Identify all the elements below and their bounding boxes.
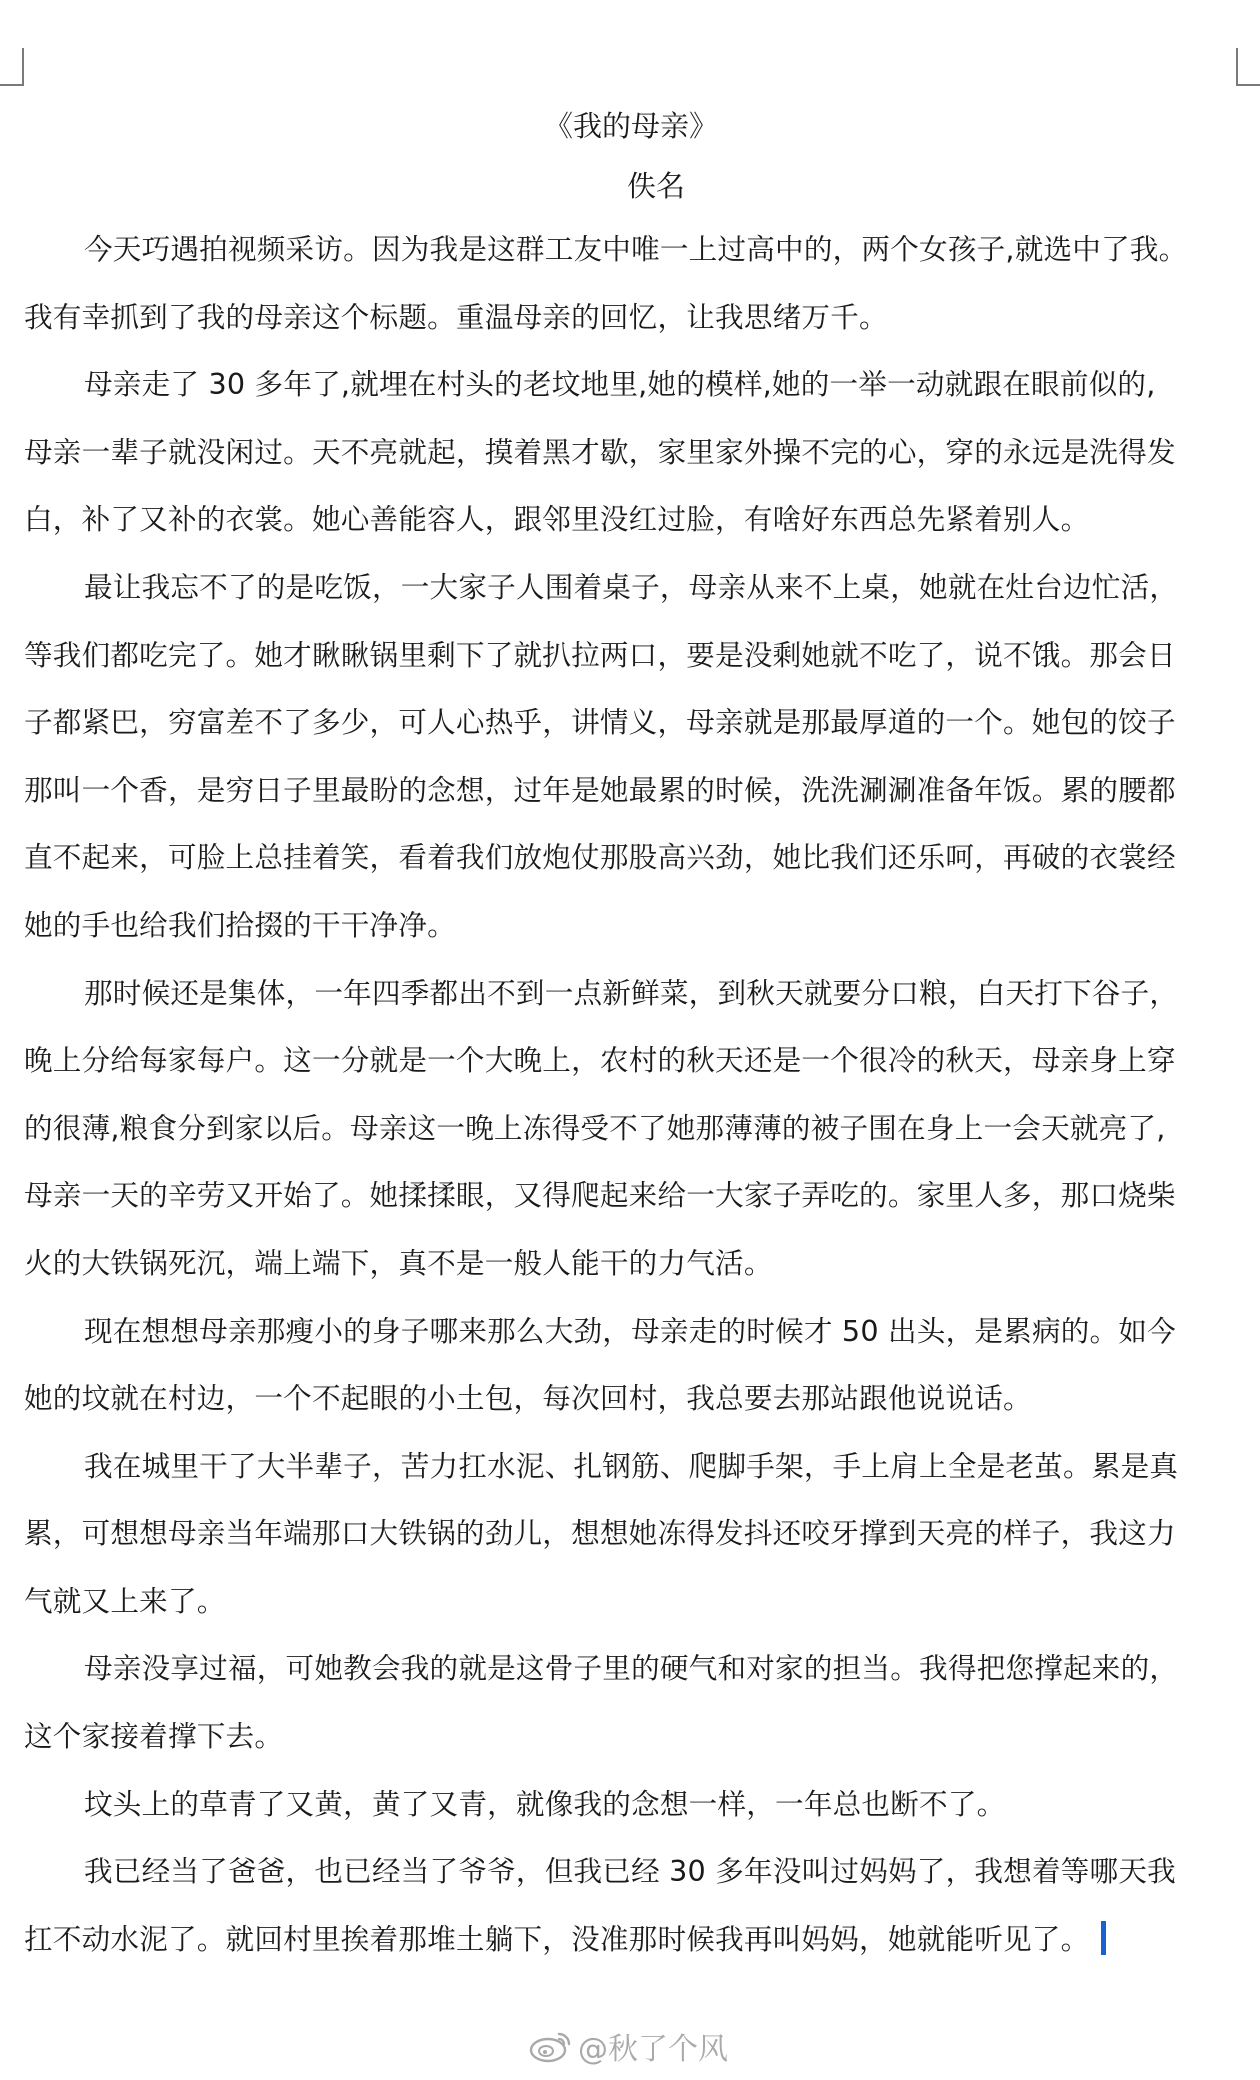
weibo-icon xyxy=(528,2028,574,2064)
page-corner-mark-top-right xyxy=(1236,48,1260,86)
paragraph-4: 那时候还是集体，一年四季都出不到一点新鲜菜，到秋天就要分口粮，白天打下谷子， 晚上分给每家每户。这一分就是一个大晚上，农村的秋天还是一个很冷的秋天，母亲身上穿 的很薄,粮食分到家以后。母亲这一晚上冻得受不了她那薄薄的被子围在身上一会天就亮了, 母亲一天的辛劳又开始了。她揉揉眼，又得爬起来给一大家子弄吃的。家里人多，那口烧柴 火的大铁锅死沉，端上端下，真不是一般人能干的力气活。 xyxy=(24,975,1179,1280)
paragraph-9 xyxy=(24,1838,1228,1973)
paragraph-7: 母亲没享过福，可她教会我的就是这骨子里的硬气和对家的担当。我得把您撑起来的， 这个家接着撑下去。 xyxy=(24,1651,1179,1754)
paragraph-1: 今天巧遇拍视频采访。因为我是这群工友中唯一上过高中的，两个女孩子,就选中了我。 我有幸抓到了我的母亲这个标题。重温母亲的回忆，让我思绪万千。 xyxy=(24,232,1188,334)
text-cursor xyxy=(1101,1921,1106,1955)
paragraph-2: 母亲走了 30 多年了,就埋在村头的老坟地里,她的模样,她的一举一动就跟在眼前似的, 母亲一辈子就没闲过。天不亮就起，摸着黑才歇，家里家外操不完的心，穿的永远是洗得发 白，补了又补的衣裳。她心善能容人，跟邻里没红过脸，有啥好东西总先紧着别人。 xyxy=(24,367,1176,537)
document-author: 佚名 xyxy=(626,169,685,203)
paragraph-8: 坟头上的草青了又黄，黄了又青，就像我的念想一样，一年总也断不了。 xyxy=(84,1786,1006,1821)
page-corner-mark-top-left xyxy=(0,48,24,86)
paragraph-6: 我在城里干了大半辈子，苦力扛水泥、扎钢筋、爬脚手架，手上肩上全是老茧。累是真 累，可想想母亲当年端那口大铁锅的劲儿，想想她冻得发抖还咬牙撑到天亮的样子，我这力 气就又上来了。 xyxy=(24,1448,1179,1618)
paragraph-3: 最让我忘不了的是吃饭，一大家子人围着桌子，母亲从来不上桌，她就在灶台边忙活， 等我们都吃完了。她才瞅瞅锅里剩下了就扒拉两口，要是没剩她就不吃了，说不饿。那会日 子都紧巴，穷富差不了多少，可人心热乎，讲情义，母亲就是那最厚道的一个。她包的饺子 那叫一个香，是穷日子里最盼的念想，过年是她最累的时候，洗洗涮涮准备年饭。累的腰都 直不起来，可脸上总挂着笑，看着我们放炮仗那股高兴劲，她比我们还乐呵，再破的衣裳经 她的手也给我们拾掇的干干净净。 xyxy=(24,569,1179,942)
paragraph-9-text: 我已经当了爸爸，也已经当了爷爷，但我已经 30 多年没叫过妈妈了，我想着等哪天我 扛不动水泥了。就回村里挨着那堆土躺下，没准那时候我再叫妈妈，她就能听见了。 xyxy=(24,1854,1176,1956)
document-title: 《我的母亲》 xyxy=(543,109,718,143)
paragraph-5: 现在想想母亲那瘦小的身子哪来那么大劲，母亲走的时候才 50 出头，是累病的。如今 她的坟就在村边，一个不起眼的小土包，每次回村，我总要去那站跟他说说话。 xyxy=(24,1313,1176,1416)
weibo-watermark xyxy=(528,2024,728,2068)
watermark-text: @秋了个风 xyxy=(578,2032,728,2067)
document-body[interactable] xyxy=(24,90,1228,1973)
